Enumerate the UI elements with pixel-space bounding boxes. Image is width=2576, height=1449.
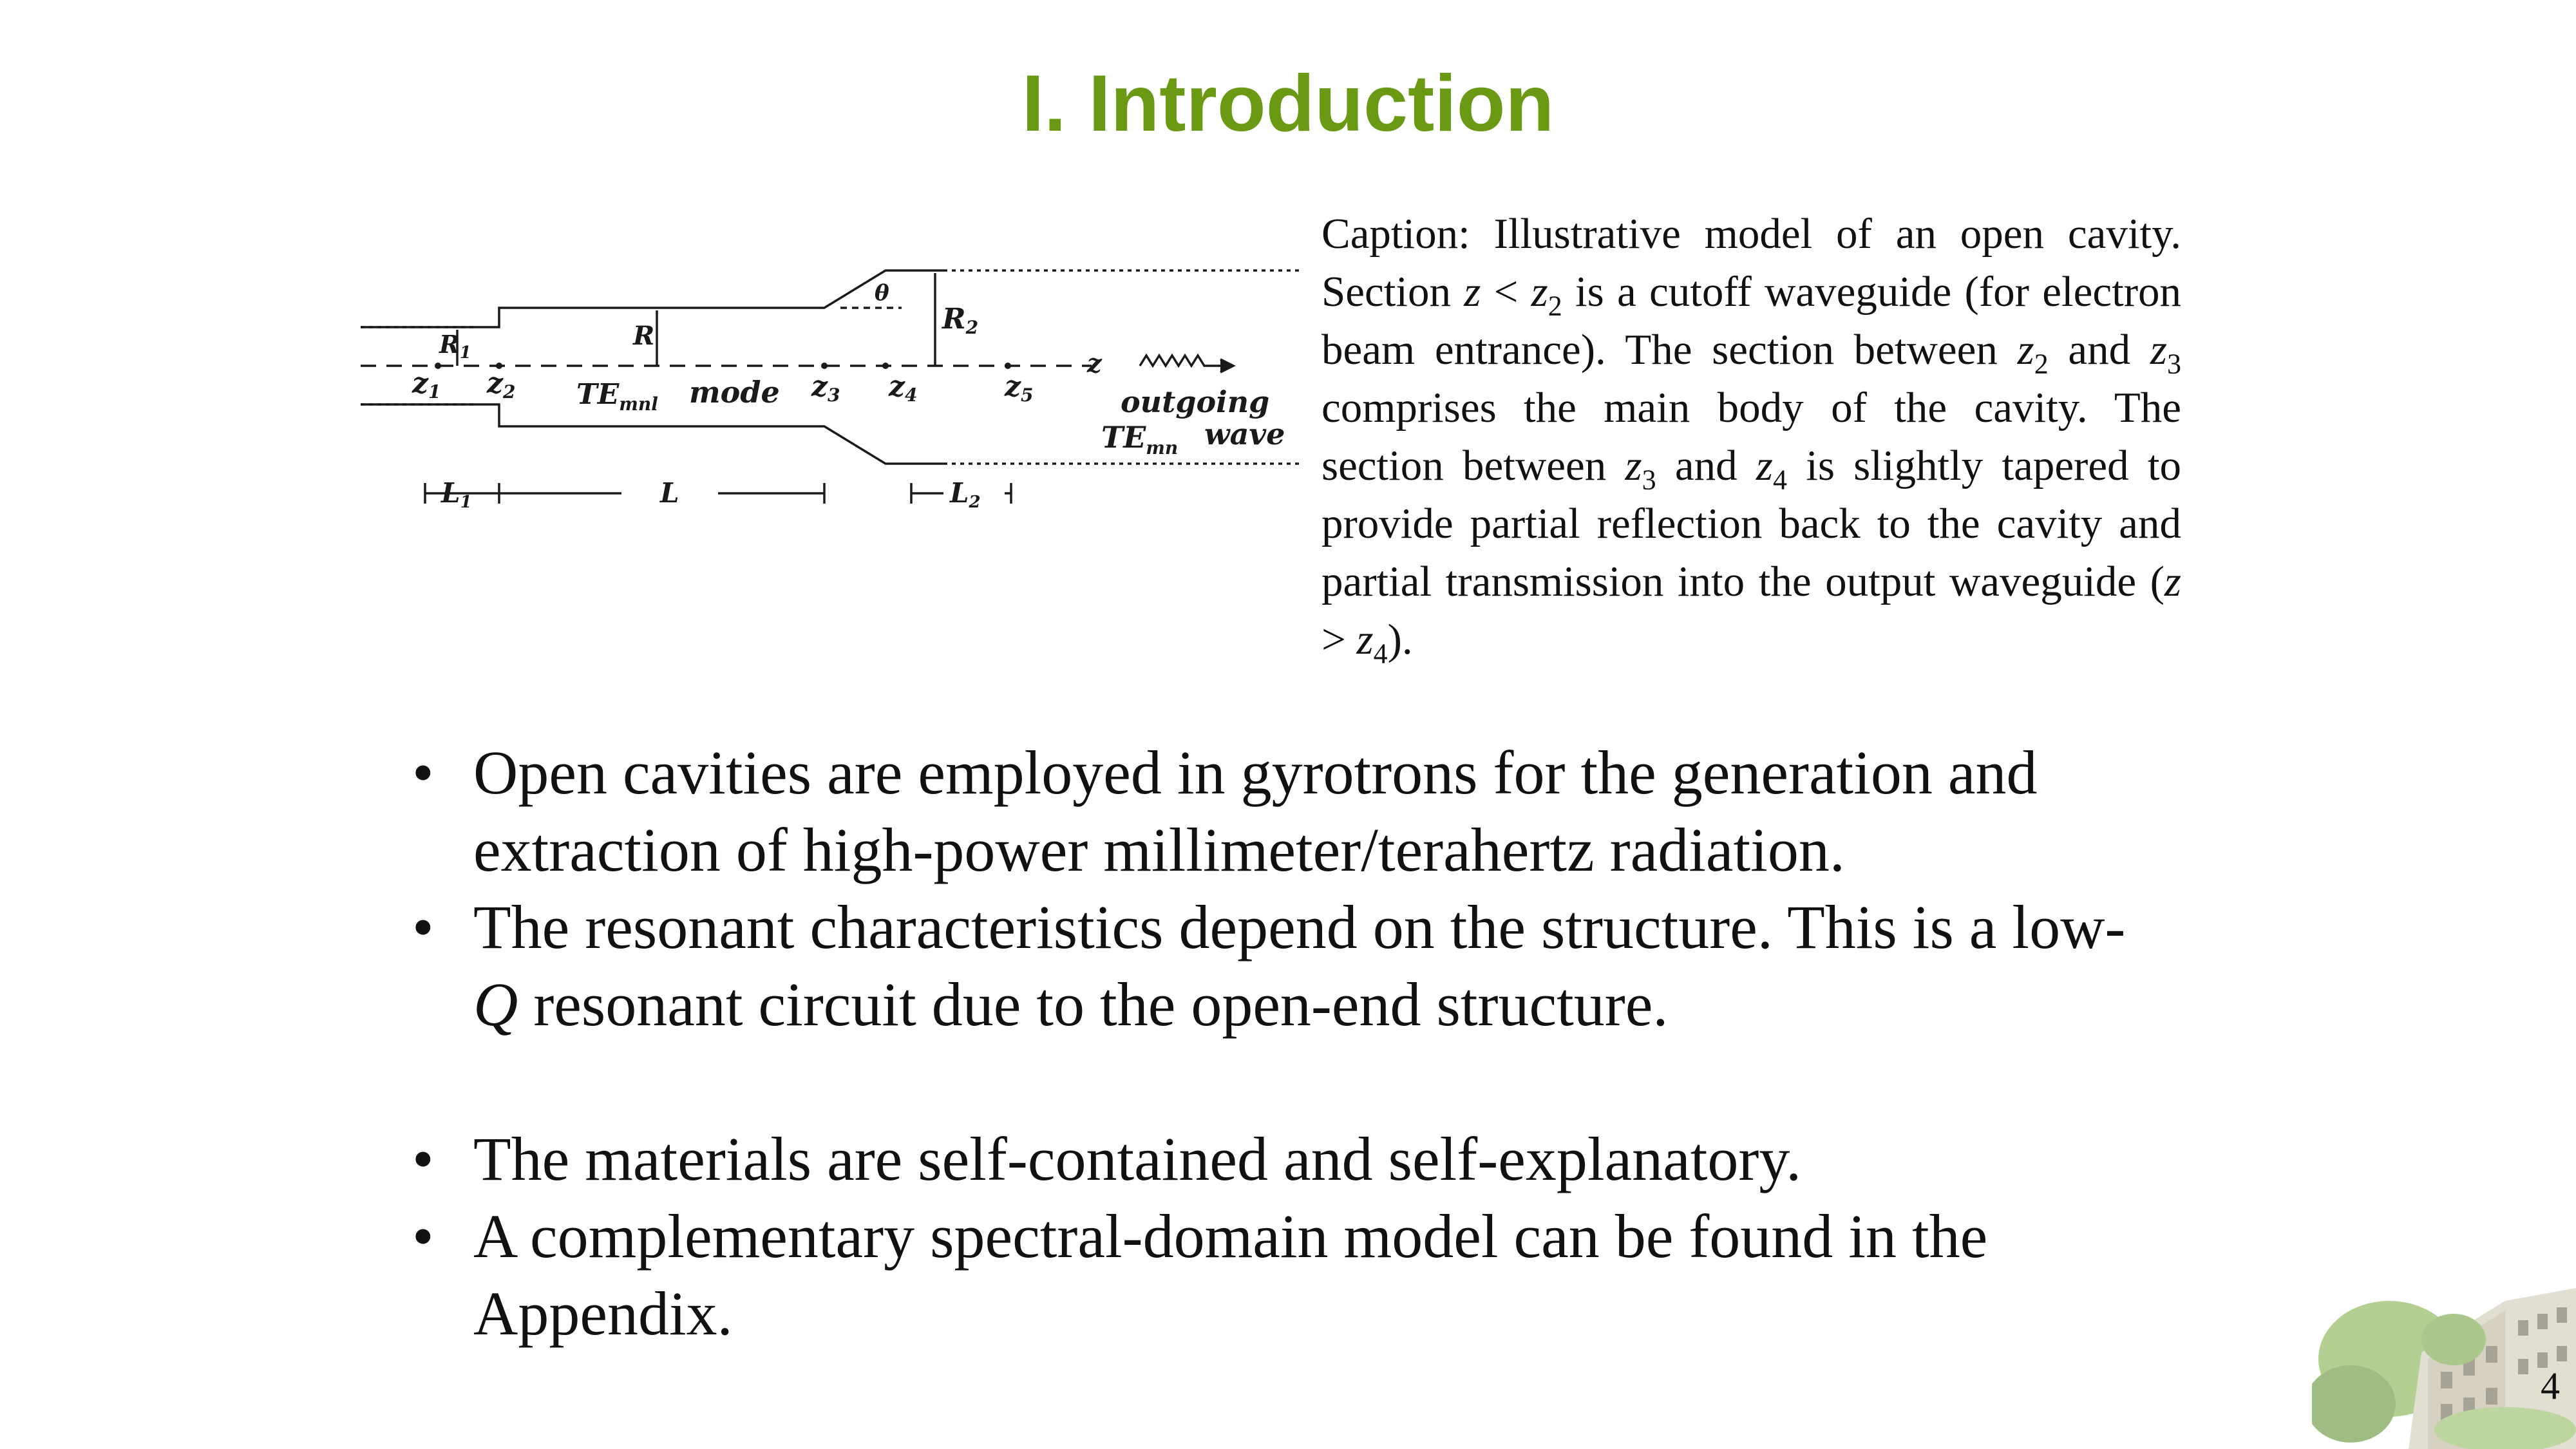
label-r2: R2 [942,303,979,338]
label-mode-word: mode [689,375,780,410]
label-wave-word: wave [1204,417,1285,451]
label-z4: z4 [889,370,918,406]
label-z-axis: z [1087,348,1102,379]
label-z3: z3 [811,370,840,406]
label-r1: $R_1$ [439,330,471,363]
bullet-marker: • [412,893,434,961]
label-z1: z1 [412,367,441,402]
outgoing-arrow-head [1220,359,1233,372]
bullet-marker: • [412,1124,434,1193]
label-outgoing: outgoing [1121,384,1270,419]
upper-wall [361,270,943,327]
bullet-item-materials: • The materials are self-contained and self-explanatory. [412,1121,2164,1198]
bullet-item-generation: • Open cavities are employed in gyrotrons for the generation and extraction of high-power millimeter/terahertz radiation. [412,734,2164,889]
figure-caption: Caption: Illustrative model of an open cavity. Section $z < z_2$ is a cutoff waveguide (for electron beam entrance). The section between $z_2$ and $z_3$ comprises the main body of the cavity. The section between $z_3$ and $z_4$ is slightly tapered to provide partial reflection back to the cavity and partial transmission into the output waveguide $(z > z_4)$. [1321,210,2181,670]
label-r: R [633,321,655,351]
label-z5: z5 [1005,370,1034,406]
label-l: L [660,477,679,509]
label-te-wave: $TE_{mn}$ [1101,420,1179,459]
label-z2: z2 [487,367,516,402]
bullet-marker: • [412,738,434,807]
bullet-list [412,734,2164,1352]
label-theta: θ [875,280,889,306]
label-l2: L2 [950,477,981,512]
page-number: 4 [2541,1365,2560,1407]
campus-building-illustration [2312,1262,2576,1449]
bullet-item-resonant: • The resonant characteristics depend on the structure. This is a low-Q resonant circuit due to the open-end structure. [412,889,2164,1043]
bullet-item-appendix: • A complementary spectral-domain model can be found in the Appendix. [412,1198,2164,1352]
slide-title: I. Introduction [1021,59,1555,148]
outgoing-wave-squiggle [1140,355,1230,366]
label-te-mode: $TE_{mnl}$ [576,378,658,415]
label-l1: L1 [441,477,472,512]
open-cavity-diagram [361,258,1301,541]
bullet-marker: • [412,1202,434,1271]
